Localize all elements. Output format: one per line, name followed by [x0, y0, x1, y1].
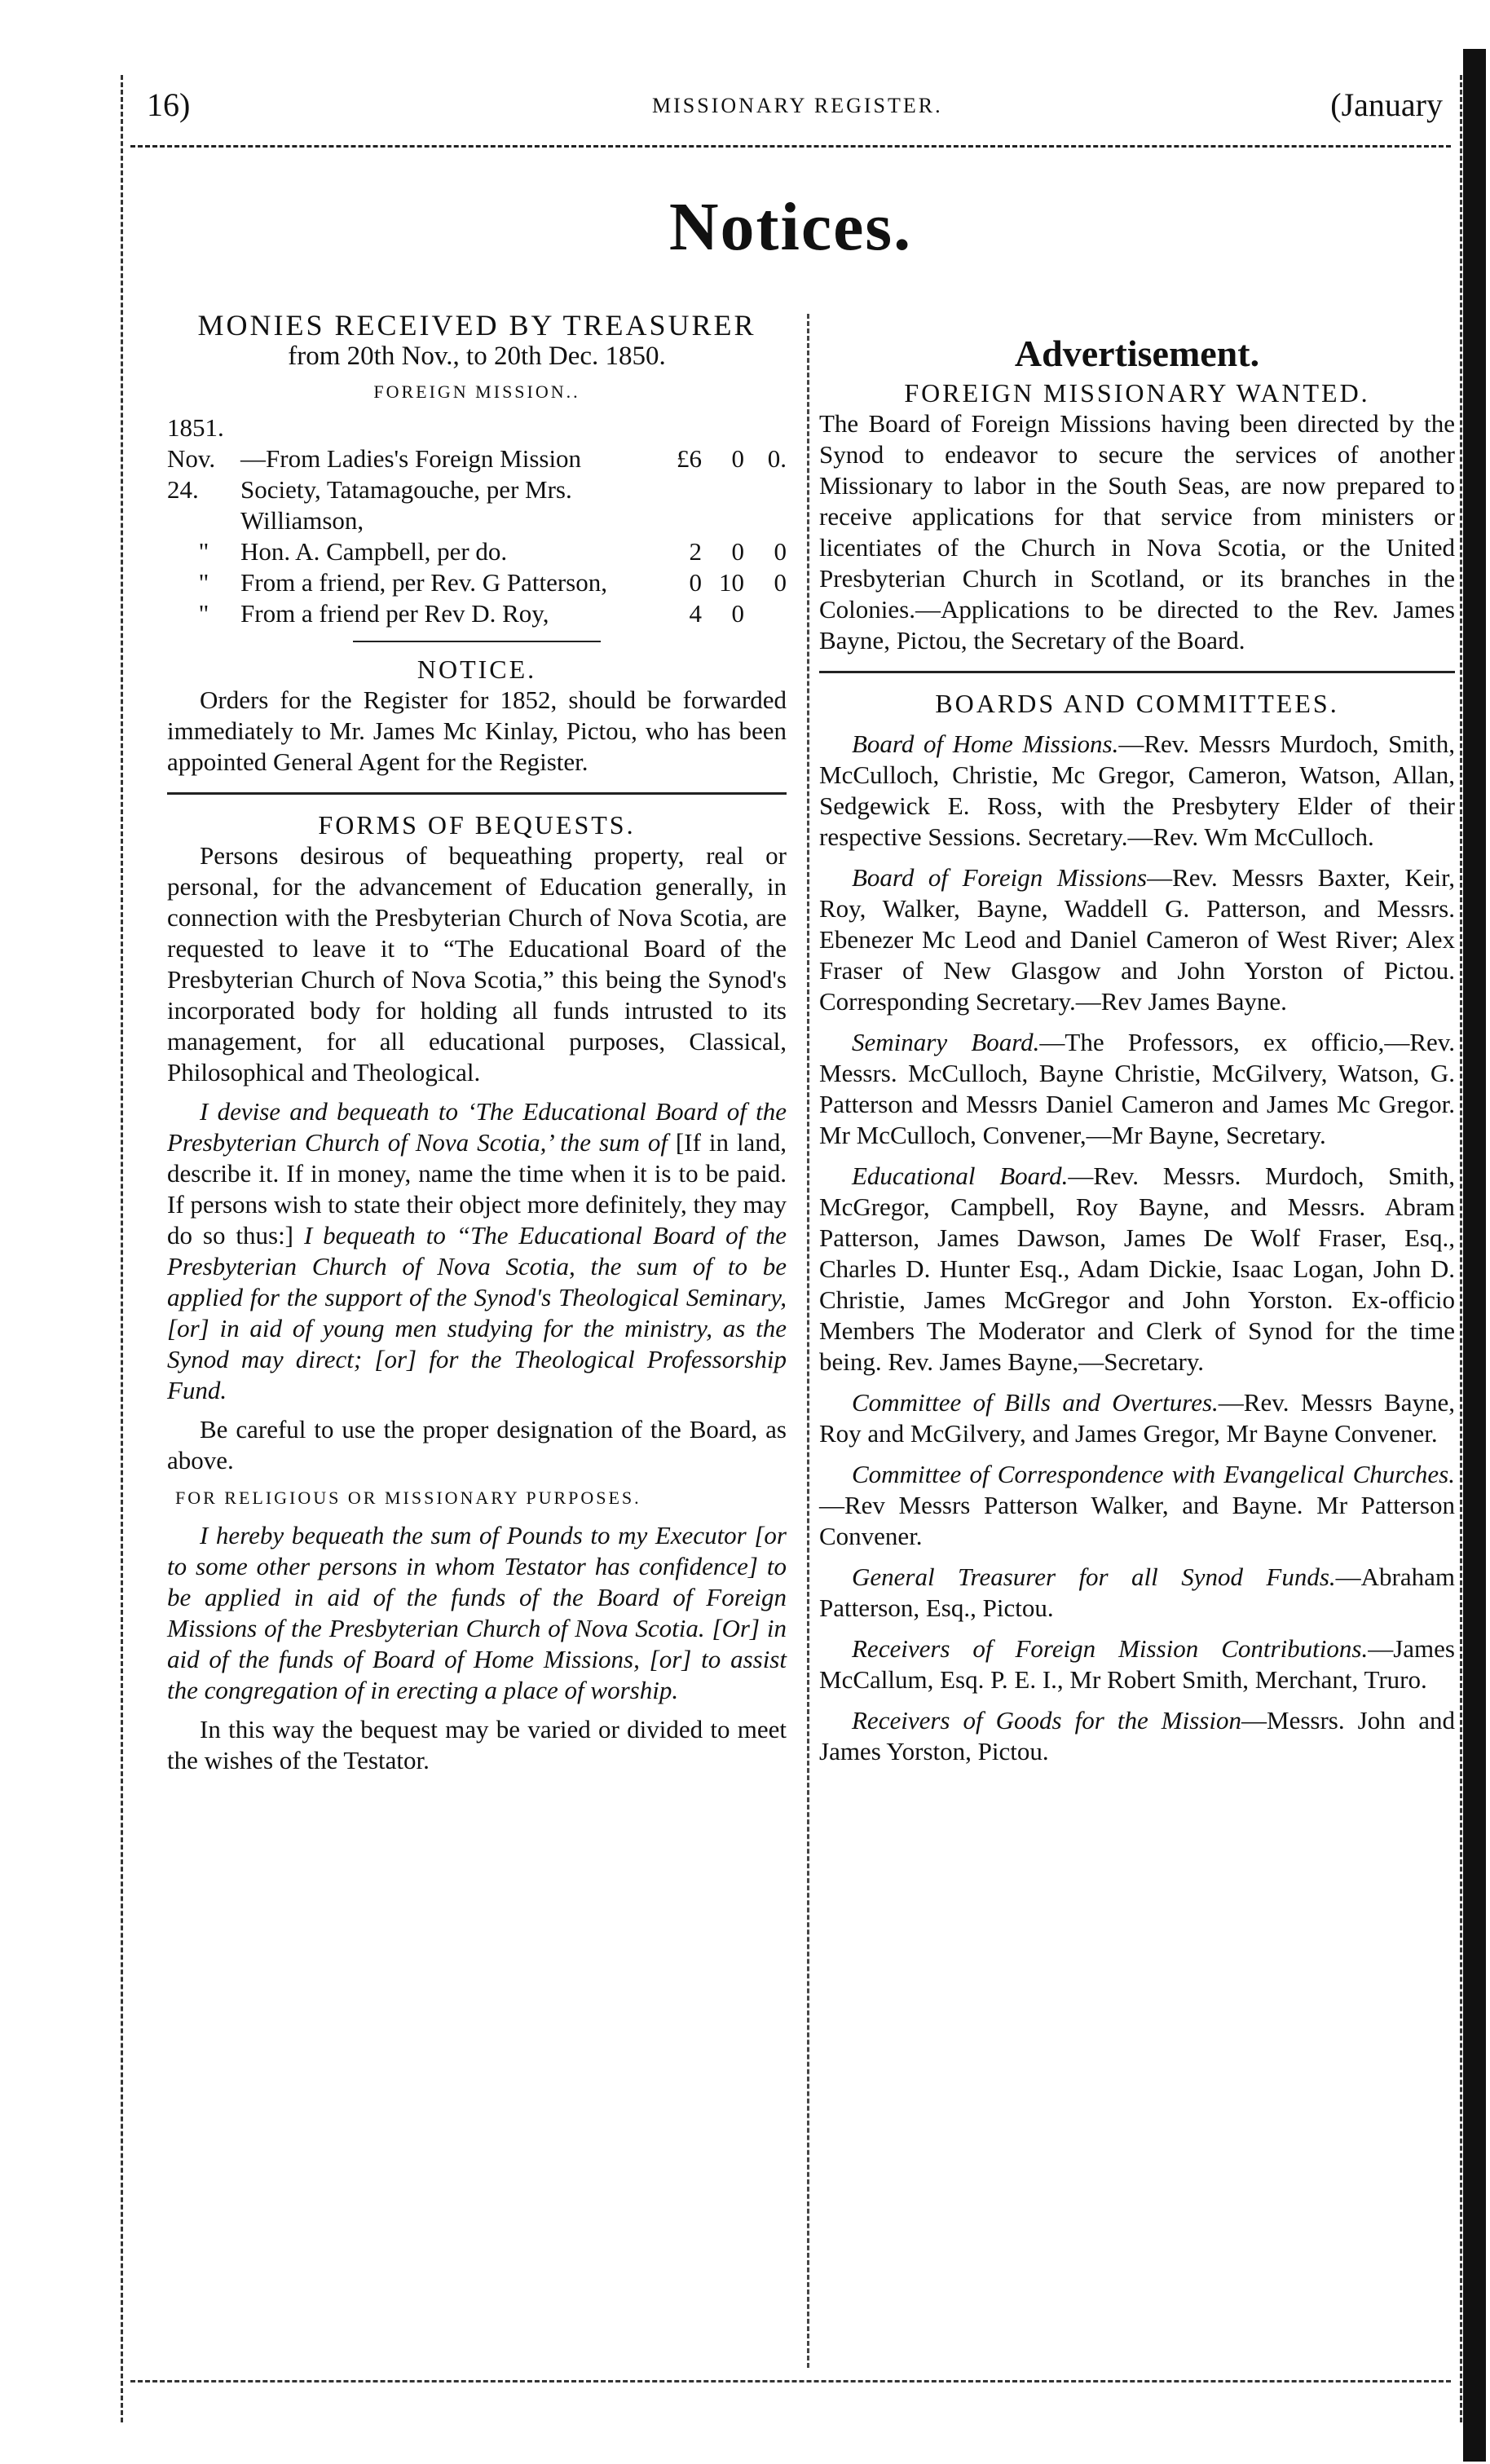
ledger-pence: [744, 598, 787, 629]
table-row: [167, 598, 787, 629]
ledger-date: ": [198, 568, 209, 597]
monies-subheading: from 20th Nov., to 20th Dec. 1850.: [288, 342, 666, 371]
ledger-date: Nov. 24.: [167, 444, 216, 504]
ledger-pounds: 2: [689, 537, 702, 566]
ledger-date: ": [198, 537, 209, 566]
ledger-pence: 0: [774, 568, 787, 597]
ledger-text: Hon. A. Campbell, per do.: [240, 537, 508, 566]
board-entry-text: —Messrs. John and James Yorston, Pictou.: [819, 1706, 1456, 1765]
board-entry: [819, 1027, 1455, 1151]
board-entry-text: —James McCallum, Esq. P. E. I., Mr Robert Smith, Merchant, Truro.: [819, 1634, 1455, 1694]
board-entry-label: Receivers of Foreign Mission Contributions.: [852, 1634, 1369, 1663]
ledger-pence: 0.: [767, 444, 787, 473]
board-entry-text: —Abraham Patterson, Esq., Pictou.: [819, 1563, 1455, 1622]
forms-instructions: [If in land, describe it. If in money, name the time when it is to be paid. If persons wish to state their object more definitely, they may do so thus:]: [167, 1128, 787, 1250]
board-entry: [819, 1161, 1455, 1377]
board-entry: [819, 1705, 1455, 1767]
ledger-date: ": [198, 599, 209, 628]
ledger-table: [167, 443, 787, 629]
ledger-shillings: 0: [731, 537, 744, 566]
advertisement-title: Advertisement.: [1014, 333, 1260, 374]
board-entry-label: Board of Home Missions.: [852, 730, 1119, 758]
divider: [353, 641, 601, 642]
forms-bequest-clause: I bequeath to “The Educational Board of the Presbyterian Church of Nova Scotia, the sum of to be applied for the support of the Synod's Theological Seminary, [or] in aid of young men studying for the ministry, as the Synod may direct; [or] for the Theological Professorship Fund.: [167, 1221, 787, 1404]
forms-paragraph-2: [167, 1096, 787, 1406]
board-entry: [819, 1633, 1455, 1695]
table-row: [167, 567, 787, 598]
board-entry: [819, 862, 1455, 1017]
table-row: [167, 536, 787, 567]
header-rule: [130, 145, 1451, 148]
closing-paragraph: In this way the bequest may be varied or divided to meet the wishes of the Testator.: [167, 1715, 787, 1774]
board-entry-label: Board of Foreign Missions: [852, 863, 1148, 892]
board-entry-label: Receivers of Goods for the Mission: [852, 1706, 1241, 1734]
board-entry: [819, 1459, 1455, 1552]
table-row: [167, 443, 787, 536]
ledger-text: From a friend, per Rev. G Patterson,: [240, 568, 607, 597]
right-column: [819, 322, 1455, 1767]
divider: [819, 671, 1455, 673]
forms-paragraph-1: Persons desirous of bequeathing property, real or personal, for the advancement of Education generally, in connection with the Presbyterian Church of Nova Scotia, are requested to leave it to “The Educational Board of the Presbyterian Church of Nova Scotia,” this being the Synod's incorporated body for holding all funds intrusted to its management, for all educational purposes, Classical, Philosophical and Theological.: [167, 841, 787, 1087]
forms-heading: FORMS OF BEQUESTS.: [318, 810, 636, 840]
ledger-shillings: 0: [731, 444, 744, 473]
board-entry-label: General Treasurer for all Synod Funds.: [852, 1563, 1336, 1591]
ledger-shillings: 10: [719, 568, 744, 597]
wanted-text: The Board of Foreign Missions having been directed by the Synod to endeavor to secure the services of another Missionary to labor in the South Seas, are now prepared to receive applications for that service from ministers or licentiates of the Church in Nova Scotia, or the United Presbyterian Church in Scotland, or its branches in the Colonies.—Applications to be directed to the Rev. James Bayne, Pictou, the Secretary of the Board.: [819, 409, 1455, 655]
board-entry: [819, 1562, 1455, 1624]
foreign-mission-label: FOREIGN MISSION..: [373, 381, 580, 402]
board-entry-text: —Rev. Messrs. Murdoch, Smith, McGregor, Campbell, Roy Bayne, and Messrs. Abram Patterson, James Dawson, James De Wolf Fraser, Esq., Charles D. Hunter Esq., Adam Dickie, Isaac Logan, John D. Christie, James McGregor and John Yorston. Ex-officio Members The Moderator and Clerk of Synod for the time being. Rev. James Bayne,—Secretary.: [819, 1161, 1455, 1376]
ledger-pence: 0: [774, 537, 787, 566]
page-title: Notices.: [668, 189, 913, 265]
forms-devise-clause: I devise and bequeath to ‘The Educational Board of the Presbyterian Church of Nova Scotia,’ the sum of: [167, 1097, 787, 1157]
ledger-pounds: 0: [689, 568, 702, 597]
board-entry-text: —Rev Messrs Patterson Walker, and Bayne. Mr Patterson Convener.: [819, 1491, 1455, 1550]
board-entry-label: Educational Board.: [852, 1161, 1069, 1190]
board-entry: [819, 1387, 1455, 1449]
board-entry-text: —Rev. Messrs Baxter, Keir, Roy, Walker, Bayne, Waddell G. Patterson, and Messrs. Ebenezer Mc Leod and Daniel Cameron of West River; Alex Fraser of New Glasgow and John Yorston of Pictou. Corresponding Secretary.—Rev James Bayne.: [819, 863, 1455, 1016]
column-divider: [807, 314, 809, 2368]
ledger-text: —From Ladies's Foreign Mission Society, Tatamagouche, per Mrs. Williamson,: [240, 444, 582, 535]
board-entry: [819, 729, 1455, 853]
board-entry-text: —The Professors, ex officio,—Rev. Messrs. McCulloch, Bayne Christie, McGilvery, Watson, G. Patterson and Messrs Daniel Cameron and James Mc Gregor. Mr McCulloch, Convener,—Mr Bayne, Secretary.: [819, 1028, 1455, 1149]
ledger-year: 1851.: [167, 413, 224, 442]
notice-text: Orders for the Register for 1852, should be forwarded immediately to Mr. James Mc Kinlay, Pictou, who has been appointed General Agent for the Register.: [167, 685, 787, 776]
board-entry-label: Seminary Board.: [852, 1028, 1040, 1056]
divider: [167, 792, 787, 795]
board-entry-text: —Rev. Messrs Bayne, Roy and McGilvery, and James Gregor, Mr Bayne Convener.: [819, 1388, 1455, 1448]
left-column: [167, 310, 787, 1776]
notice-heading: NOTICE.: [417, 655, 537, 684]
running-header: [130, 86, 1451, 134]
wanted-heading: FOREIGN MISSIONARY WANTED.: [904, 378, 1370, 408]
religious-paragraph: I hereby bequeath the sum of Pounds to my Executor [or to some other persons in whom Testator has confidence] to be applied in aid of the funds of the Board of Foreign Missions of the Presbyterian Church of Nova Scotia. [Or] in aid of the funds of Board of Home Missions, [or] to assist the congregation of in erecting a place of worship.: [167, 1521, 787, 1704]
ledger-pounds: 4: [689, 599, 702, 628]
ledger-shillings: 0: [731, 599, 744, 628]
religious-heading: FOR RELIGIOUS OR MISSIONARY PURPOSES.: [175, 1488, 641, 1508]
forms-paragraph-3: Be careful to use the proper designation of the Board, as above.: [167, 1415, 787, 1474]
running-title: MISSIONARY REGISTER.: [652, 94, 943, 117]
ledger-pounds: £6: [677, 444, 702, 473]
footer-rule: [130, 2380, 1451, 2382]
monies-heading: MONIES RECEIVED BY TREASURER: [197, 309, 756, 342]
board-entry-text: —Rev. Messrs Murdoch, Smith, McCulloch, Christie, Mc Gregor, Cameron, Watson, Allan, Sedgewick E. Ross, with the Presbytery Elder of their respective Sessions. Secretary.—Rev. Wm McCulloch.: [819, 730, 1455, 851]
page-number: 16): [147, 86, 191, 123]
ledger-text: From a friend per Rev D. Roy,: [240, 599, 549, 628]
board-entry-label: Committee of Correspondence with Evangelical Churches.: [852, 1460, 1455, 1488]
board-entry-label: Committee of Bills and Overtures.: [852, 1388, 1219, 1417]
boards-heading: BOARDS AND COMMITTEES.: [935, 689, 1339, 718]
header-month: (January: [1330, 86, 1443, 123]
binding-shadow: [1463, 49, 1486, 2462]
